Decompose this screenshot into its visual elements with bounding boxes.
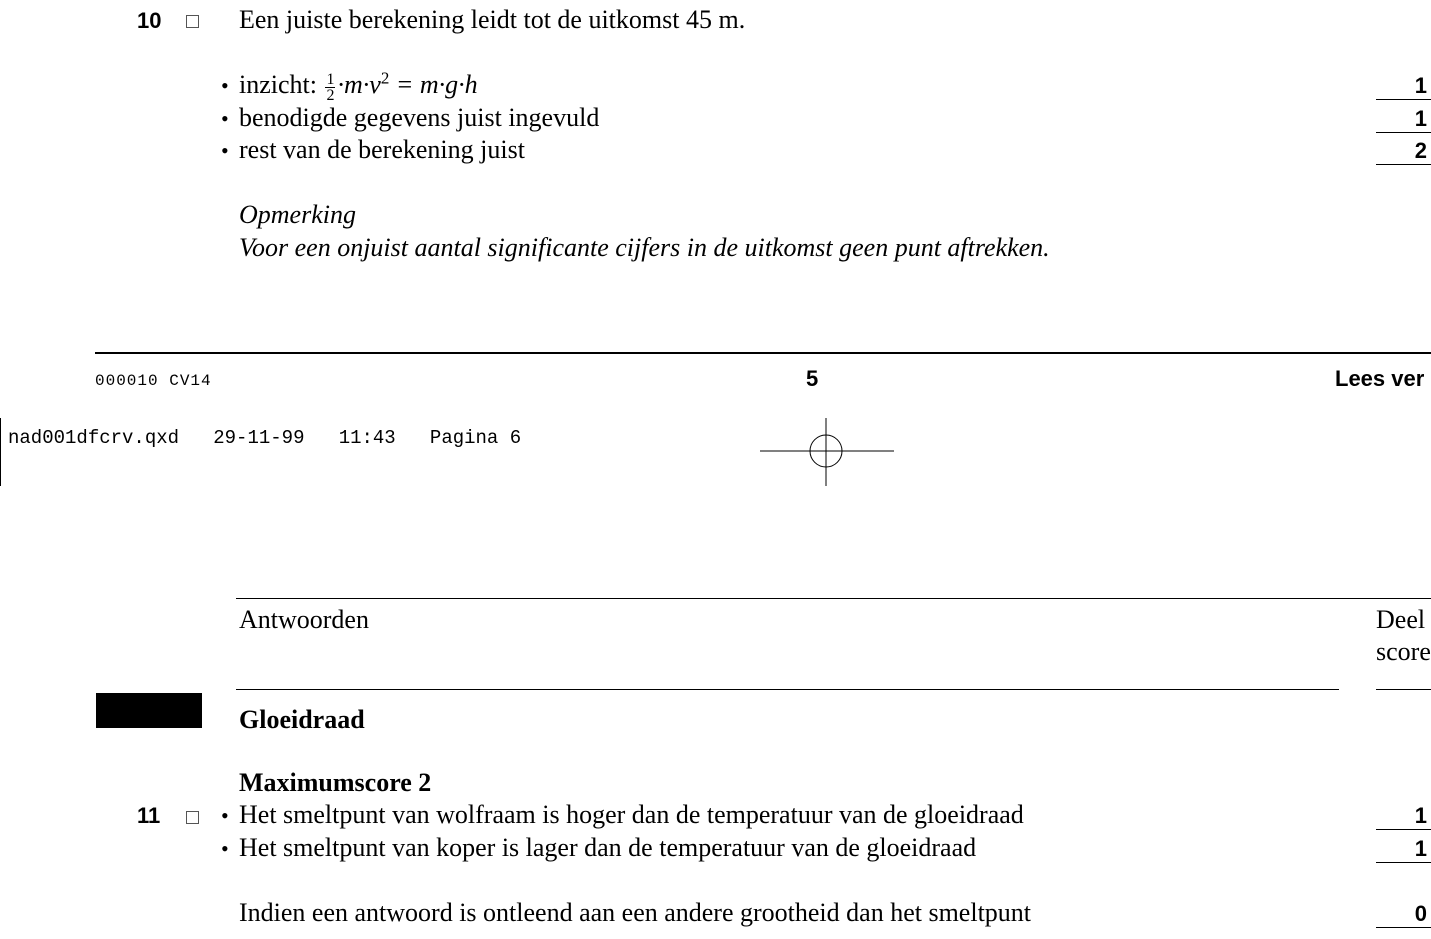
score-value: 1	[1376, 106, 1431, 133]
registration-mark-icon	[760, 418, 894, 486]
bullet: •	[221, 836, 229, 861]
score-value: 1	[1376, 73, 1431, 100]
header-top-rule	[236, 598, 1431, 599]
criterion-tungsten: Het smeltpunt van wolfraam is hoger dan de temperatuur van de gloeidraad	[239, 800, 1024, 829]
continue-label: Lees ver	[1335, 366, 1425, 391]
bullet: •	[221, 803, 229, 828]
remark-text: Voor een onjuist aantal significante cijfers in de uitkomst geen punt aftrekken.	[239, 233, 1050, 262]
fraction: $\frac{1}{2}$	[326, 70, 335, 104]
score-value: 0	[1376, 901, 1431, 928]
bullet: •	[221, 138, 229, 163]
header-bottom-rule	[236, 689, 1339, 690]
criterion-copper: Het smeltpunt van koper is lager dan de temperatuur van de gloeidraad	[239, 833, 977, 862]
criterion-data: benodigde gegevens juist ingevuld	[239, 103, 600, 132]
column-header-answers: Antwoorden	[239, 605, 369, 634]
criterion-rest: rest van de berekening juist	[239, 135, 525, 164]
score-value: 1	[1376, 836, 1431, 863]
bullet: •	[221, 73, 229, 98]
remark-title: Opmerking	[239, 200, 356, 229]
scoring-note: Indien een antwoord is ontleend aan een andere grootheid dan het smeltpunt	[239, 898, 1032, 927]
question-intro: Een juiste berekening leidt tot de uitkomst 45 m.	[239, 5, 746, 34]
score-value: 2	[1376, 138, 1431, 165]
section-title: Gloeidraad	[239, 705, 365, 734]
column-header-partial-2: score	[1376, 637, 1431, 666]
question-checkbox[interactable]	[186, 811, 199, 824]
footer-rule	[95, 352, 1431, 354]
question-number: 10	[137, 8, 162, 33]
crop-mark	[0, 418, 1, 486]
question-number: 11	[137, 803, 161, 828]
question-checkbox[interactable]	[186, 15, 199, 28]
score-value: 1	[1376, 803, 1431, 830]
page-number: 5	[806, 366, 819, 391]
bullet: •	[221, 106, 229, 131]
header-bottom-rule-score	[1376, 689, 1431, 690]
footer-code: 000010 CV14	[95, 372, 212, 390]
section-marker	[96, 693, 202, 728]
print-slug: nad001dfcrv.qxd 29-11-99 11:43 Pagina 6	[8, 427, 522, 449]
max-score: Maximumscore 2	[239, 768, 432, 797]
column-header-partial-1: Deel	[1376, 605, 1426, 634]
criterion-insight: inzicht: $\frac{1}{2}$ $\cdot m\cdot v^2 = m\cdot g\cdot h$	[239, 68, 478, 104]
